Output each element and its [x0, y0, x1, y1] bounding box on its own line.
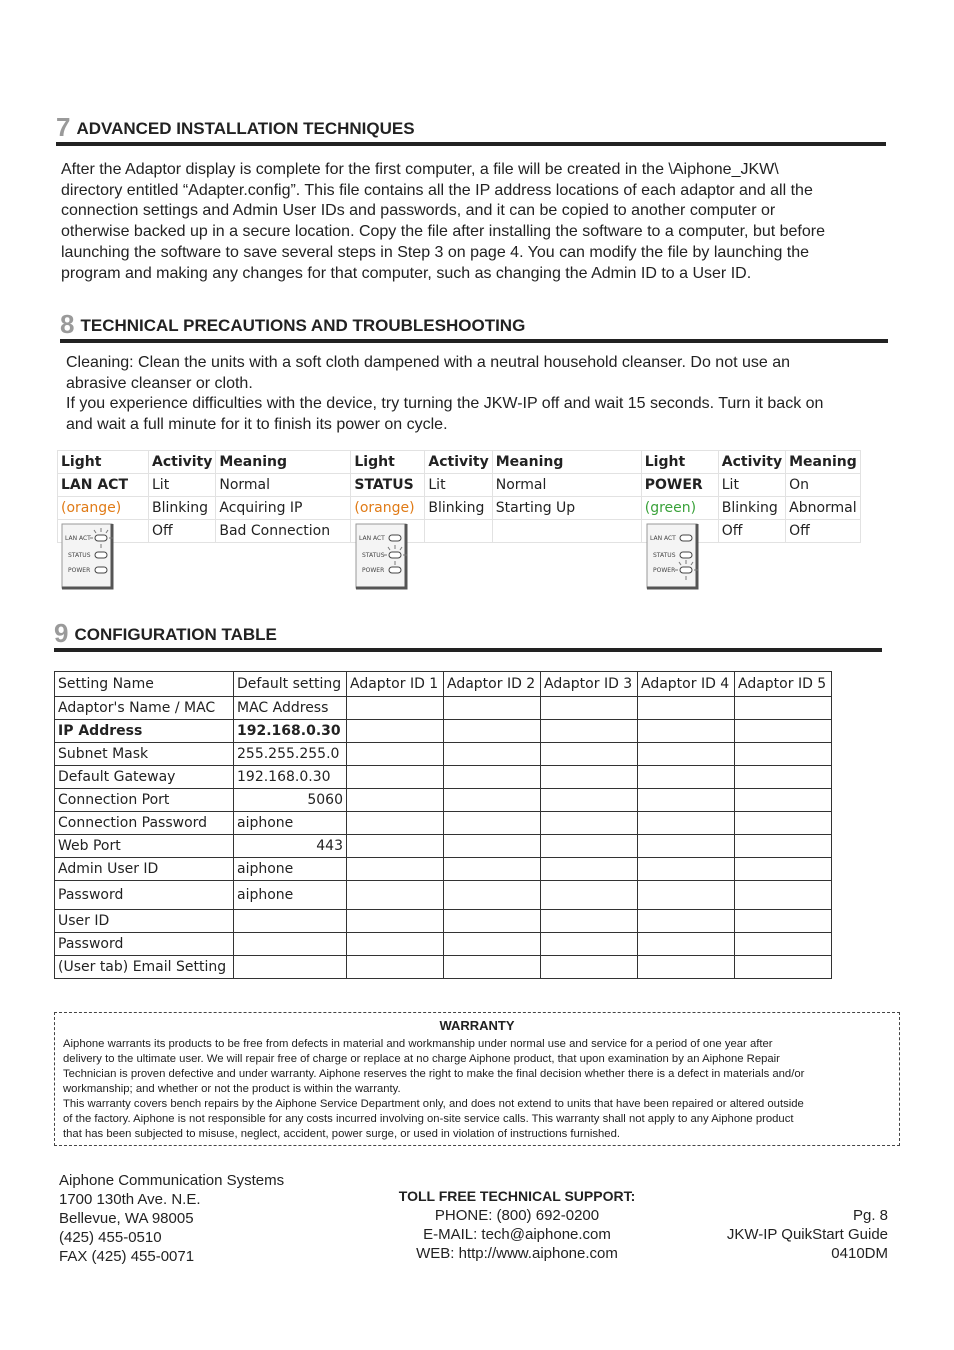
warranty-text — [63, 1037, 891, 1142]
address-line: (425) 455-0510 — [59, 1229, 162, 1246]
setting-name: IP Address — [55, 720, 234, 743]
adaptor-value-cell — [638, 858, 735, 881]
meaning-cell: Normal — [216, 474, 351, 497]
adaptor-value-cell — [541, 956, 638, 979]
default-setting: 192.168.0.30 — [234, 720, 347, 743]
warranty-box — [54, 1012, 900, 1146]
text-line: abrasive cleanser or cloth. — [66, 374, 253, 392]
activity-cell — [425, 520, 492, 543]
section-9-heading — [54, 620, 882, 652]
adaptor-value-cell — [638, 933, 735, 956]
default-setting: aiphone — [234, 812, 347, 835]
adaptor-value-cell — [347, 743, 444, 766]
table-row — [55, 933, 832, 956]
column-header: Adaptor ID 2 — [444, 672, 541, 697]
support-email: E-MAIL: tech@aiphone.com — [423, 1226, 611, 1243]
adaptor-value-cell — [444, 743, 541, 766]
setting-name: Web Port — [55, 835, 234, 858]
light-indicator-table — [57, 450, 861, 543]
text-line: directory entitled “Adapter.config”. This file contains all the IP address locations of each adaptor and all the — [61, 181, 813, 199]
adaptor-value-cell — [638, 881, 735, 910]
header-light: Light — [351, 451, 425, 474]
setting-name: Admin User ID — [55, 858, 234, 881]
adaptor-value-cell — [444, 789, 541, 812]
light-name: STATUS — [351, 474, 425, 497]
warranty-line: of the factory. Aiphone is not responsible for any costs incurred involving on-site service calls. This warranty shall not apply to any Aiphone product — [63, 1113, 794, 1125]
table-row — [55, 858, 832, 881]
adaptor-value-cell — [444, 812, 541, 835]
activity-cell: Lit — [425, 474, 492, 497]
adaptor-value-cell — [541, 697, 638, 720]
setting-name: (User tab) Email Setting — [55, 956, 234, 979]
configuration-table — [54, 671, 832, 979]
table-row — [55, 812, 832, 835]
table-header-row — [55, 672, 832, 697]
header-activity: Activity — [718, 451, 785, 474]
adaptor-value-cell — [347, 812, 444, 835]
adaptor-value-cell — [638, 789, 735, 812]
led-panel-lan-act-icon — [60, 522, 116, 590]
panel-label: LAN ACT — [359, 535, 385, 542]
adaptor-value-cell — [541, 812, 638, 835]
page-number: Pg. 8 — [852, 1207, 888, 1224]
default-setting: aiphone — [234, 858, 347, 881]
text-line: connection settings and Admin User IDs and passwords, and it can be copied to another computer or — [61, 202, 776, 220]
warranty-line: This warranty covers bench repairs by the Aiphone Service Department only, and does not extend to units that have been repaired or altered outside — [63, 1098, 804, 1110]
support-web: WEB: http://www.aiphone.com — [416, 1245, 618, 1262]
adaptor-value-cell — [347, 933, 444, 956]
meaning-cell: Off — [786, 520, 861, 543]
adaptor-value-cell — [541, 881, 638, 910]
section-number: 9 — [54, 618, 69, 648]
text-line: Cleaning: Clean the units with a soft cloth dampened with a neutral household cleanser. Do not use an — [66, 354, 791, 371]
default-setting: 443 — [234, 835, 347, 858]
activity-cell: Off — [149, 520, 216, 543]
adaptor-value-cell — [735, 835, 832, 858]
table-row — [55, 789, 832, 812]
table-row — [55, 697, 832, 720]
section-7-heading — [56, 114, 886, 146]
adaptor-value-cell — [347, 835, 444, 858]
panel-label: STATUS — [362, 552, 385, 559]
adaptor-value-cell — [347, 720, 444, 743]
section-8-heading — [60, 311, 888, 343]
adaptor-value-cell — [541, 933, 638, 956]
warranty-line: Aiphone warrants its products to be free from defects in material and workmanship under normal use and service for a period of one year after — [63, 1038, 773, 1050]
adaptor-value-cell — [541, 789, 638, 812]
light-color-label: (orange) — [58, 497, 149, 520]
table-row — [55, 881, 832, 910]
column-header: Adaptor ID 3 — [541, 672, 638, 697]
default-setting — [234, 910, 347, 933]
adaptor-value-cell — [347, 766, 444, 789]
activity-cell: Lit — [718, 474, 785, 497]
setting-name: Adaptor's Name / MAC — [55, 697, 234, 720]
adaptor-value-cell — [638, 835, 735, 858]
column-header: Adaptor ID 5 — [735, 672, 832, 697]
adaptor-value-cell — [541, 766, 638, 789]
header-activity: Activity — [425, 451, 492, 474]
text-line: If you experience difficulties with the device, try turning the JKW-IP off and wait 15 seconds. Turn it back on — [66, 395, 824, 413]
adaptor-value-cell — [638, 910, 735, 933]
adaptor-value-cell — [735, 766, 832, 789]
warranty-line: Technician is proven defective and under warranty. Aiphone reserves the right to make the final decision whether there is a defect in materials and/or — [63, 1068, 805, 1080]
address-line: 1700 130th Ave. N.E. — [59, 1191, 201, 1208]
column-header: Adaptor ID 1 — [347, 672, 444, 697]
adaptor-value-cell — [638, 956, 735, 979]
adaptor-value-cell — [735, 881, 832, 910]
text-line: and wait a full minute for it to finish its power on cycle. — [66, 416, 448, 434]
adaptor-value-cell — [541, 910, 638, 933]
text-line: otherwise backed up in a secure location. Copy the file after installing the software to a computer, but before — [61, 223, 825, 241]
header-meaning: Meaning — [786, 451, 861, 474]
light-color-label: (green) — [641, 497, 718, 520]
adaptor-value-cell — [638, 720, 735, 743]
document-title: JKW-IP QuikStart Guide — [726, 1226, 888, 1243]
adaptor-value-cell — [347, 858, 444, 881]
header-meaning: Meaning — [216, 451, 351, 474]
default-setting — [234, 956, 347, 979]
adaptor-value-cell — [735, 956, 832, 979]
section-title: TECHNICAL PRECAUTIONS AND TROUBLESHOOTING — [80, 316, 526, 335]
meaning-cell: Bad Connection — [216, 520, 351, 543]
panel-label: POWER — [653, 567, 676, 574]
column-header: Default setting — [234, 672, 347, 697]
activity-cell: Lit — [149, 474, 216, 497]
light-name: LAN ACT — [58, 474, 149, 497]
address-line: Aiphone Communication Systems — [59, 1172, 285, 1189]
section-title: ADVANCED INSTALLATION TECHNIQUES — [76, 119, 415, 138]
setting-name: Password — [55, 881, 234, 910]
section-8-text — [66, 353, 896, 436]
adaptor-value-cell — [735, 933, 832, 956]
panel-label: LAN ACT — [650, 535, 676, 542]
adaptor-value-cell — [735, 910, 832, 933]
adaptor-value-cell — [735, 858, 832, 881]
header-meaning: Meaning — [492, 451, 641, 474]
panel-label: STATUS — [68, 552, 91, 559]
table-row — [55, 743, 832, 766]
section-number: 8 — [60, 309, 75, 339]
setting-name: Connection Port — [55, 789, 234, 812]
table-row — [55, 956, 832, 979]
adaptor-value-cell — [444, 697, 541, 720]
warranty-line: that has been subjected to misuse, neglect, accident, power surge, or used in violation of instructions furnished. — [63, 1128, 621, 1140]
section-7-text — [61, 160, 891, 284]
light-color-label: (orange) — [351, 497, 425, 520]
adaptor-value-cell — [347, 881, 444, 910]
adaptor-value-cell — [735, 720, 832, 743]
setting-name: Subnet Mask — [55, 743, 234, 766]
activity-cell: Blinking — [425, 497, 492, 520]
table-row — [55, 910, 832, 933]
adaptor-value-cell — [638, 766, 735, 789]
panel-label: LAN ACT — [65, 535, 91, 542]
adaptor-value-cell — [541, 720, 638, 743]
adaptor-value-cell — [638, 743, 735, 766]
default-setting — [234, 933, 347, 956]
default-setting: 255.255.255.0 — [234, 743, 347, 766]
led-panel-status-icon — [354, 522, 410, 590]
column-header: Setting Name — [55, 672, 234, 697]
section-number: 7 — [56, 112, 71, 142]
support-phone: PHONE: (800) 692-0200 — [434, 1207, 600, 1224]
meaning-cell — [492, 520, 641, 543]
table-row — [55, 720, 832, 743]
adaptor-value-cell — [735, 697, 832, 720]
support-title: TOLL FREE TECHNICAL SUPPORT: — [398, 1188, 636, 1204]
text-line: launching the software to save several steps in Step 3 on page 4. You can modify the file by launching the — [61, 243, 810, 261]
warranty-title: WARRANTY — [439, 1018, 515, 1033]
page-info — [660, 1206, 888, 1263]
default-setting: 192.168.0.30 — [234, 766, 347, 789]
panel-label: POWER — [68, 567, 91, 574]
adaptor-value-cell — [735, 743, 832, 766]
header-light: Light — [641, 451, 718, 474]
header-activity: Activity — [149, 451, 216, 474]
adaptor-value-cell — [444, 766, 541, 789]
adaptor-value-cell — [444, 910, 541, 933]
adaptor-value-cell — [541, 858, 638, 881]
technical-support — [362, 1187, 672, 1263]
setting-name: User ID — [55, 910, 234, 933]
warranty-line: delivery to the ultimate user. We will repair free of charge or replace at no charge Aiphone product, that upon examination by an Aiphone Repair — [63, 1053, 780, 1065]
address-line: Bellevue, WA 98005 — [59, 1210, 194, 1227]
meaning-cell: On — [786, 474, 861, 497]
default-setting: MAC Address — [234, 697, 347, 720]
setting-name: Default Gateway — [55, 766, 234, 789]
setting-name: Password — [55, 933, 234, 956]
adaptor-value-cell — [735, 789, 832, 812]
warranty-line: workmanship; and whether or not the product is within the warranty. — [63, 1083, 401, 1095]
meaning-cell: Normal — [492, 474, 641, 497]
adaptor-value-cell — [347, 697, 444, 720]
led-panel-power-icon — [645, 522, 701, 590]
document-code: 0410DM — [831, 1245, 888, 1262]
adaptor-value-cell — [444, 720, 541, 743]
activity-cell: Blinking — [718, 497, 785, 520]
default-setting: aiphone — [234, 881, 347, 910]
meaning-cell: Acquiring IP — [216, 497, 351, 520]
adaptor-value-cell — [444, 881, 541, 910]
meaning-cell: Abnormal — [786, 497, 861, 520]
activity-cell: Blinking — [149, 497, 216, 520]
adaptor-value-cell — [444, 858, 541, 881]
setting-name: Connection Password — [55, 812, 234, 835]
adaptor-value-cell — [347, 910, 444, 933]
meaning-cell: Starting Up — [492, 497, 641, 520]
address-line: FAX (425) 455-0071 — [59, 1248, 195, 1265]
text-line: After the Adaptor display is complete for the first computer, a file will be created in the \Aiphone_JKW\ — [61, 161, 779, 178]
adaptor-value-cell — [541, 835, 638, 858]
table-row — [55, 766, 832, 789]
light-name: POWER — [641, 474, 718, 497]
adaptor-value-cell — [444, 835, 541, 858]
activity-cell: Off — [718, 520, 785, 543]
adaptor-value-cell — [638, 697, 735, 720]
adaptor-value-cell — [638, 812, 735, 835]
section-title: CONFIGURATION TABLE — [74, 625, 277, 644]
column-header: Adaptor ID 4 — [638, 672, 735, 697]
panel-label: STATUS — [653, 552, 676, 559]
company-address — [59, 1171, 284, 1266]
adaptor-value-cell — [541, 743, 638, 766]
text-line: program and making any changes for that computer, such as changing the Admin ID to a User ID. — [61, 264, 752, 282]
header-light: Light — [58, 451, 149, 474]
adaptor-value-cell — [735, 812, 832, 835]
adaptor-value-cell — [347, 956, 444, 979]
adaptor-value-cell — [444, 956, 541, 979]
table-row — [55, 835, 832, 858]
adaptor-value-cell — [347, 789, 444, 812]
default-setting: 5060 — [234, 789, 347, 812]
panel-label: POWER — [362, 567, 385, 574]
adaptor-value-cell — [444, 933, 541, 956]
